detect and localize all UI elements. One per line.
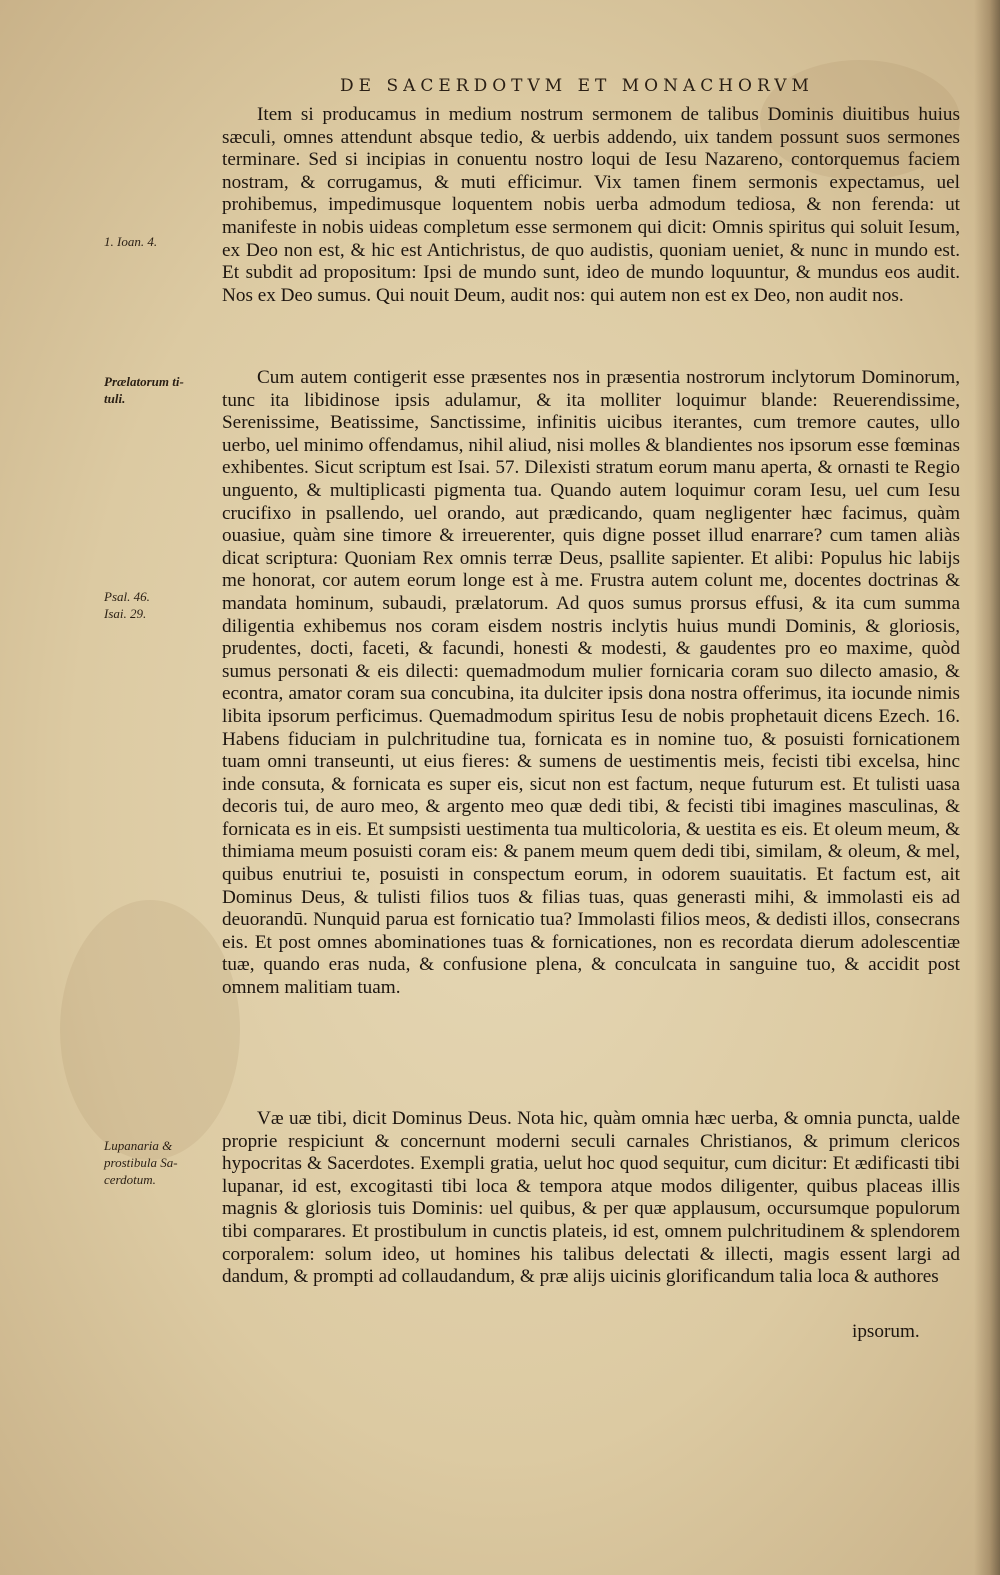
marginal-note-line: cerdotum.	[104, 1172, 156, 1187]
marginal-note-line: Lupanaria &	[104, 1138, 173, 1153]
marginal-note-line: Psal. 46.	[104, 589, 150, 604]
marginal-note-line: tuli.	[104, 391, 126, 406]
paper-stain	[60, 900, 240, 1160]
body-paragraph	[222, 104, 960, 307]
paragraph-text: Væ uæ tibi, dicit Dominus Deus. Nota hic, quàm omnia hæc uerba, & omnia puncta, ualde proprie respiciunt & concernunt moderni seculi carnales Christianos, & primum clericos hypocritas & Sacerdotes. Exempli gratia, uelut hoc quod sequitur, cum dicitur: Et ædificasti tibi lupanar, id est, excogitasti tibi loca & tempora atque modos diligenter, quibus placeas illis magnis & gloriosis tuis Dominis: uel quibus, & per quæ applausum, occursumque populorum tibi comparares. Et prostibulum in cunctis plateis, id est, omnem pulchritudinem & splendorem corporalem: solum ideo, ut homines his talibus delectati & illecti, magis essent largi ad dandum, & prompti ad collaudandum, & præ alijs uicinis glorificandum talia loca & authores	[222, 1108, 960, 1288]
marginal-note-line: 1. Ioan. 4.	[104, 234, 158, 249]
marginal-note-line: Isai. 29.	[104, 606, 147, 621]
marginal-note	[104, 373, 214, 407]
paragraph-text: Cum autem contigerit esse præsentes nos in præsentia nostrorum inclytorum Dominorum, tunc ita libidinose ipsis adulamur, & ita molliter loquimur blande: Reuerendissime, Serenissime, Beatissime, Sanctissime, infinitis uicibus iterantes, cum tremore cautes, ullo uerbo, uel minimo offendamus, nihil aliud, nisi molles & blandientes nos ipsorum esse fœminas exhibentes. Sicut scriptum est Isai. 57. Dilexisti stratum eorum manu aperta, & ornasti te Regio unguento, & multiplicasti pigmenta tua. Quando autem loquimur coram Iesu, uel cum Iesu crucifixo in psallendo, uel orando, aut prædicando, quam negligenter hæc facimus, quàm ouasiue, quàm sine timore & irreuerenter, quis digne posset illud enarrare? cum tamen aliàs dicat scriptura: Quoniam Rex omnis terræ Deus, psallite sapienter. Et alibi: Populus hic labijs me honorat, cor autem eorum longe est à me. Frustra autem colunt me, docentes doctrinas & mandata hominum, subaudi, prælatorum. Ad quos sumus prorsus effusi, & ita cum summa diligentia exhibemus nos coram eisdem nostris inclytis huius mundi Dominis, & gloriosis, prudentes, docti, faceti, & facundi, honesti & modesti, & gaudentes pro eo maxime, quòd sumus personati & eis dilecti: quemadmodum mulier fornicaria coram suo dilecto amasio, & econtra, amator coram sua concubina, ita dulciter ipsis dona nostra offerimus, ita iocunde nimis libita ipsorum perficimus. Quemadmodum spiritus Iesu de nobis prophetauit dicens Ezech. 16. Habens fiduciam in pulchritudine tua, fornicata es in nomine tuo, & posuisti fornicationem tuam omni transeunti, ut eius fieres: & sumens de uestimentis meis, fecisti tibi excelsa, hinc inde consuta, & fornicata es super eis, sicut non est factum, neque futurum est. Et tulisti uasa decoris tui, de auro meo, & argento meo quæ dedi tibi, & fecisti tibi imagines masculinas, & fornicata es in eis. Et sumpsisti uestimenta tua multicoloria, & uestita es eis. Et oleum meum, & thimiama meum posuisti coram eis: & panem meum quem dedi tibi, similam, & oleum, & mel, quibus enutriui te, posuisti in conspectum eorum, in odorem suauitatis. Et factum est, ait Dominus Deus, & tulisti filios tuos & filias tuas, quas generasti mihi, & immolasti eis ad deuorandū. Nunquid parua est fornicatio tua? Immolasti filios meos, & dedisti illos, consecrans eis. Et post omnes abominationes tuas & fornicationes, non es recordata dierum adolescentiæ tuæ, quando eras nuda, & confusione plena, & conculcata in sanguine tuo, & accidit post omnem malitiam tuam.	[222, 367, 960, 999]
marginal-note-line: Prælatorum ti-	[104, 374, 184, 389]
page-spine-shadow	[974, 0, 1000, 1575]
marginal-note	[104, 1137, 214, 1188]
running-head: DE SACERDOTVM ET MONACHORVM	[340, 76, 814, 96]
marginal-note-line: prostibula Sa-	[104, 1155, 178, 1170]
body-paragraph	[222, 1108, 960, 1289]
marginal-note	[104, 588, 214, 622]
paragraph-text: Item si producamus in medium nostrum sermonem de talibus Dominis diuitibus huius sæculi, omnes attendunt absque tedio, & uerbis addendo, uix tandem possunt suos sermones terminare. Sed si incipias in conuentu nostro loqui de Iesu Nazareno, contorquemus faciem nostram, & corrugamus, & muti efficimur. Vix tamen finem sermonis expectamus, uel prohibemus, impedimusque loquentem nobis uerba admodum tediosa, & non ferenda: ut manifeste in nobis uideas completum esse sermonem qui dicit: Omnis spiritus qui soluit Iesum, ex Deo non est, & hic est Antichristus, de quo audistis, quoniam ueniet, & nunc in mundo est. Et subdit ad propositum: Ipsi de mundo sunt, ideo de mundo loquuntur, & mundus eos audit. Nos ex Deo sumus. Qui nouit Deum, audit nos: qui autem non est ex Deo, non audit nos.	[222, 104, 960, 306]
last-line-end: ipsorum.	[852, 1321, 920, 1342]
marginal-note	[104, 233, 214, 250]
body-paragraph	[222, 367, 960, 1000]
